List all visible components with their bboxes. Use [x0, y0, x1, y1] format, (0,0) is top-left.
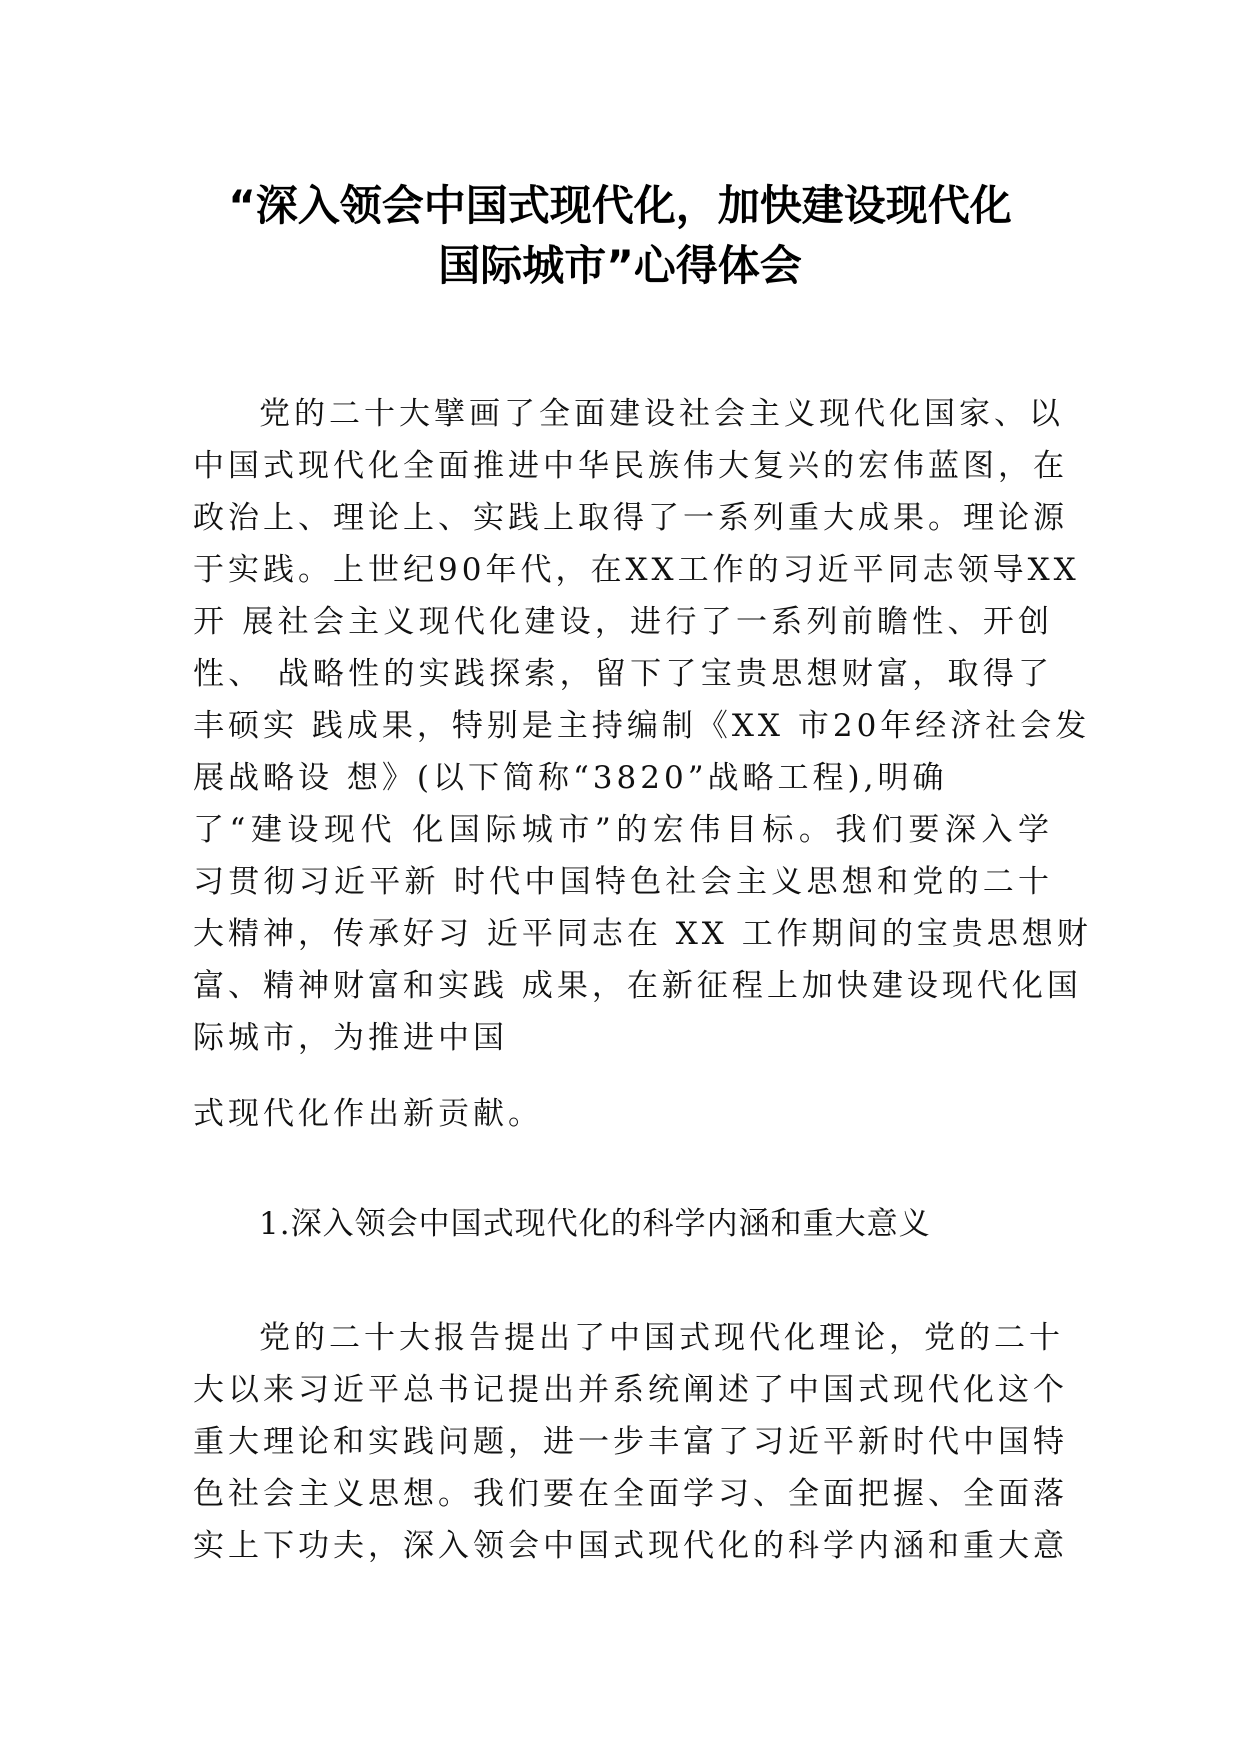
paragraph-line: 于实践。上世纪90年代，在XX工作的习近平同志领导XX [193, 552, 1080, 588]
paragraph-1-tail [193, 1088, 1053, 1140]
section-heading-text: 1.深入领会中国式现代化的科学内涵和重大意义 [259, 1206, 931, 1242]
paragraph-line: 党的二十大擘画了全面建设社会主义现代化国家、以 [259, 396, 1064, 432]
paragraph-line: 习贯彻习近平新 时代中国特色社会主义思想和党的二十 [193, 864, 1053, 900]
section-heading-1 [193, 1198, 1053, 1250]
paragraph-line: 党的二十大报告提出了中国式现代化理论，党的二十 [259, 1320, 1064, 1356]
paragraph-line: 重大理论和实践问题，进一步丰富了习近平新时代中国特 [193, 1424, 1068, 1460]
title-line-2: 国际城市”心得体会 [438, 241, 802, 290]
paragraph-line: 际城市，为推进中国 [193, 1020, 508, 1056]
paragraph-line: 富、精神财富和实践 成果，在新征程上加快建设现代化国 [193, 968, 1082, 1004]
paragraph-line: 性、 战略性的实践探索，留下了宝贵思想财富，取得了 [193, 656, 1053, 692]
paragraph-line: 开 展社会主义现代化建设，进行了一系列前瞻性、开创 [193, 604, 1053, 640]
paragraph-line: 政治上、理论上、实践上取得了一系列重大成果。理论源 [193, 500, 1068, 536]
title-line-1: “深入领会中国式现代化，加快建设现代化 [228, 181, 1012, 230]
paragraph-line: 中国式现代化全面推进中华民族伟大复兴的宏伟蓝图，在 [193, 448, 1068, 484]
paragraph-line: 色社会主义思想。我们要在全面学习、全面把握、全面落 [193, 1476, 1068, 1512]
paragraph-line: 展战略设 想》(以下简称“3820”战略工程),明确 [193, 760, 948, 796]
document-title [150, 176, 1090, 296]
paragraph-line: 大以来习近平总书记提出并系统阐述了中国式现代化这个 [193, 1372, 1068, 1408]
paragraph-line: 丰硕实 践成果，特别是主持编制《XX 市20年经济社会发 [193, 708, 1091, 744]
paragraph-line: 大精神，传承好习 近平同志在 XX 工作期间的宝贵思想财 [193, 916, 1092, 952]
paragraph-line: 了“建设现代 化国际城市”的宏伟目标。我们要深入学 [193, 812, 1053, 848]
paragraph-line: 式现代化作出新贡献。 [193, 1096, 543, 1132]
paragraph-2 [193, 1312, 1068, 1572]
paragraph-1 [193, 388, 1092, 1064]
paragraph-line: 实上下功夫，深入领会中国式现代化的科学内涵和重大意 [193, 1528, 1068, 1564]
